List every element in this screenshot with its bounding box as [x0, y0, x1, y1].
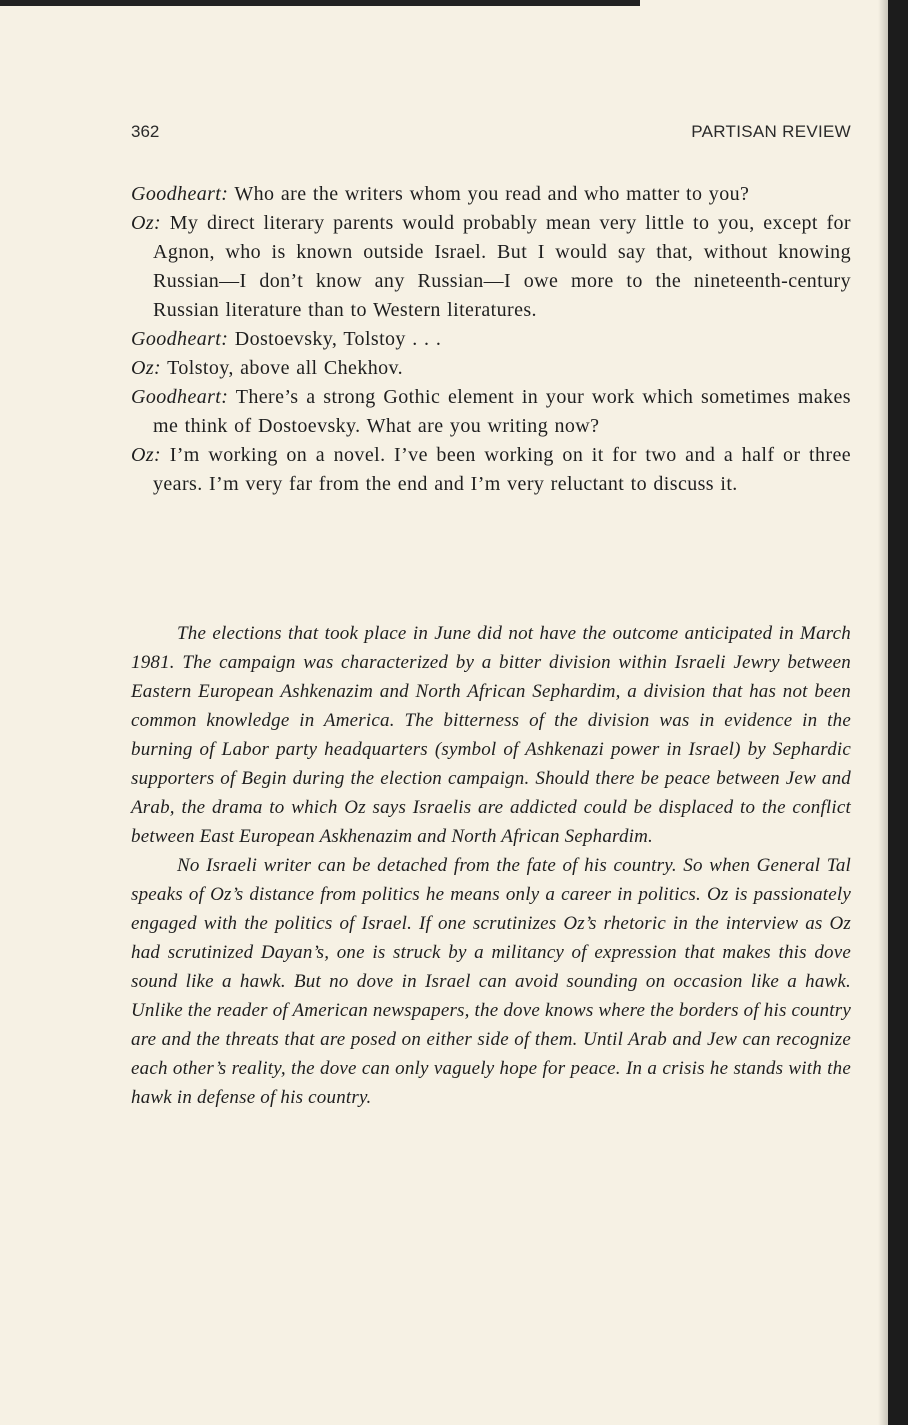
utterance: Tolstoy, above all Chekhov. [167, 357, 404, 379]
speaker-name: Oz: [131, 357, 162, 379]
utterance: Dostoevsky, Tolstoy . . . [234, 328, 442, 350]
interview-turn [131, 209, 851, 325]
utterance: Who are the writers whom you read and who matter to you? [234, 183, 750, 205]
page-number: 362 [131, 122, 160, 141]
utterance: I’m working on a novel. I’ve been working on it for two and a half or three years. I’m very far from the end and I’m very reluctant to discuss it. [153, 444, 851, 495]
interview-turn [131, 441, 851, 499]
running-head: PARTISAN REVIEW [691, 122, 851, 141]
editorial-commentary [131, 619, 851, 1112]
scan-right-edge [888, 0, 908, 1425]
scan-binding-shadow [878, 0, 888, 1425]
speaker-name: Oz: [131, 212, 162, 234]
utterance: My direct literary parents would probably mean very little to you, except for Agnon, who is known outside Israel. But I would say that, without knowing Russian—I don’t know any Russian—I owe more to the nineteenth-century Russian literature than to Western literatures. [153, 212, 851, 321]
speaker-name: Goodheart: [131, 386, 229, 408]
speaker-name: Oz: [131, 444, 162, 466]
interview-turn [131, 383, 851, 441]
interview-turn [131, 325, 851, 354]
page-header [131, 122, 851, 146]
speaker-name: Goodheart: [131, 328, 229, 350]
commentary-paragraph: No Israeli writer can be detached from the fate of his country. So when General Tal speaks of Oz’s distance from politics he means only a career in politics. Oz is passionately engaged with the politics of Israel. If one scrutinizes Oz’s rhetoric in the interview as Oz had scrutinized Dayan’s, one is struck by a militancy of expression that makes this dove sound like a hawk. But no dove in Israel can avoid sounding on occasion like a hawk. Unlike the reader of American newspapers, the dove knows where the borders of his country are and the threats that are posed on either side of them. Until Arab and Jew can recognize each other’s reality, the dove can only vaguely hope for peace. In a crisis he stands with the hawk in defense of his country. [131, 855, 851, 1108]
commentary-paragraph: The elections that took place in June did not have the outcome anticipated in March 1981. The campaign was characterized by a bitter division within Israeli Jewry between Eastern European Ashkenazim and North African Sephardim, a division that has not been common knowledge in America. The bitterness of the division was in evidence in the burning of Labor party headquarters (symbol of Ashkenazi power in Israel) by Sephardic supporters of Begin during the election campaign. Should there be peace between Jew and Arab, the drama to which Oz says Israelis are addicted could be displaced to the conflict between East European Askhenazim and North African Sephardim. [131, 623, 851, 847]
interview-transcript [131, 180, 851, 499]
utterance: There’s a strong Gothic element in your work which sometimes makes me think of Dostoevsky. What are you writing now? [153, 386, 851, 437]
scan-top-edge [0, 0, 640, 6]
interview-turn [131, 180, 851, 209]
interview-turn [131, 354, 851, 383]
speaker-name: Goodheart: [131, 183, 229, 205]
